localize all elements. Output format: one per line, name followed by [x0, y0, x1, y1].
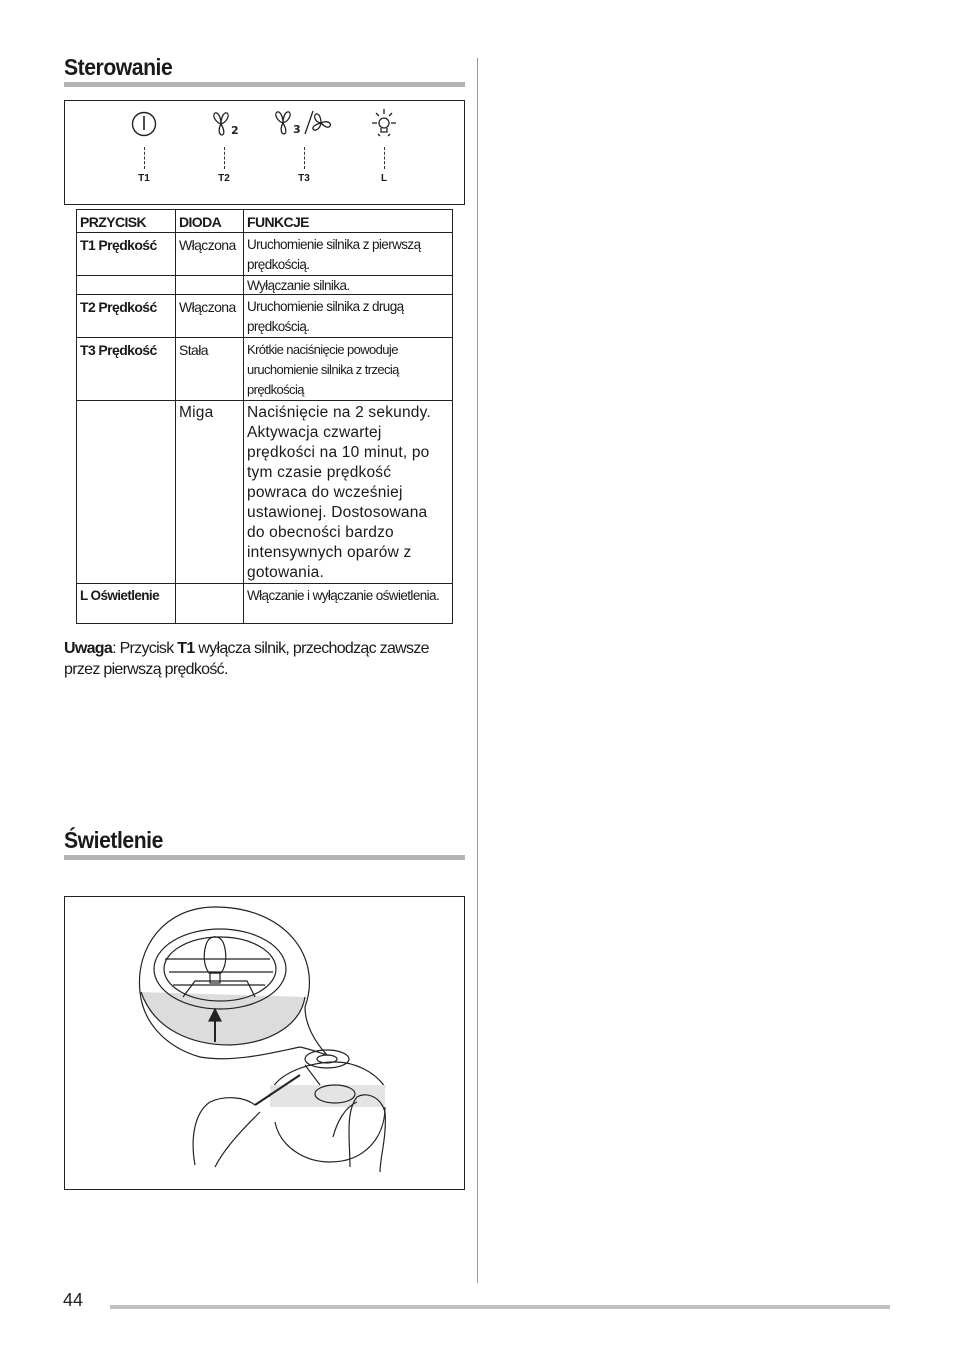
cell-button: L Oświetlenie [77, 584, 176, 624]
header-dioda: DIODA [176, 210, 244, 233]
power-icon [129, 109, 159, 139]
table-row [77, 233, 453, 276]
svg-text:2: 2 [231, 124, 239, 137]
t3-leader-line [304, 147, 305, 169]
cell-led: Miga [176, 401, 244, 584]
light-bulb-icon [367, 107, 401, 139]
cell-led [176, 276, 244, 295]
note-paragraph [64, 638, 464, 680]
function-table [76, 209, 453, 624]
section-title-swietlenie: Świetlenie [64, 827, 163, 853]
column-divider [477, 58, 478, 1283]
header-przycisk: PRZYCISK [77, 210, 176, 233]
note-button: T1 [177, 640, 195, 657]
fan-speed-2-icon [209, 109, 243, 139]
cell-function: Naciśnięcie na 2 sekundy. Aktywacja czwartej prędkości na 10 minut, po tym czasie prędkość powraca do wcześniej ustawionej. Dostosowana do obecności bardzo intensywnych oparów z gotowania. [244, 401, 453, 584]
table-row [77, 338, 453, 401]
section-rule [64, 855, 465, 860]
cell-function: Wyłączanie silnika. [244, 276, 453, 295]
cell-led [176, 584, 244, 624]
page-number: 44 [63, 1290, 84, 1310]
note-text-after: wyłącza silnik, przechodząc zawsze przez pierwszą prędkość. [64, 640, 429, 678]
table-row [77, 295, 453, 338]
cell-button: T3 Prędkość [77, 338, 176, 401]
button-label-t2: T2 [218, 173, 230, 184]
table-header-row [77, 210, 453, 233]
button-label-l: L [380, 173, 388, 184]
svg-text:3: 3 [293, 123, 301, 136]
cell-led: Włączona [176, 295, 244, 338]
table-row [77, 401, 453, 584]
header-funkcje: FUNKCJE [244, 210, 453, 233]
note-text-before: : Przycisk [112, 640, 178, 657]
control-panel-diagram [64, 100, 465, 205]
section-rule [64, 82, 465, 87]
cell-function: Krótkie naciśnięcie powoduje uruchomienie silnika z trzecią prędkością [244, 338, 453, 401]
cell-button: T1 Prędkość [77, 233, 176, 276]
cell-function: Włączanie i wyłączanie oświetlenia. [244, 584, 453, 624]
section-title-sterowanie: Sterowanie [64, 54, 173, 80]
lamp-replacement-drawing [65, 897, 464, 1189]
table-row [77, 584, 453, 624]
cell-button [77, 401, 176, 584]
button-label-t3: T3 [298, 173, 310, 184]
cell-function: Uruchomienie silnika z pierwszą prędkością. [244, 233, 453, 276]
cell-led: Włączona [176, 233, 244, 276]
lamp-replacement-illustration [64, 896, 465, 1190]
fan-speed-3-icon [271, 107, 335, 139]
cell-led: Stała [176, 338, 244, 401]
table-row [77, 276, 453, 295]
l-leader-line [384, 147, 385, 169]
t1-leader-line [144, 147, 145, 169]
note-label: Uwaga [64, 640, 113, 657]
cell-function: Uruchomienie silnika z drugą prędkością. [244, 295, 453, 338]
footer-rule [110, 1305, 890, 1309]
cell-button [77, 276, 176, 295]
cell-button: T2 Prędkość [77, 295, 176, 338]
button-label-t1: T1 [138, 173, 150, 184]
t2-leader-line [224, 147, 225, 169]
